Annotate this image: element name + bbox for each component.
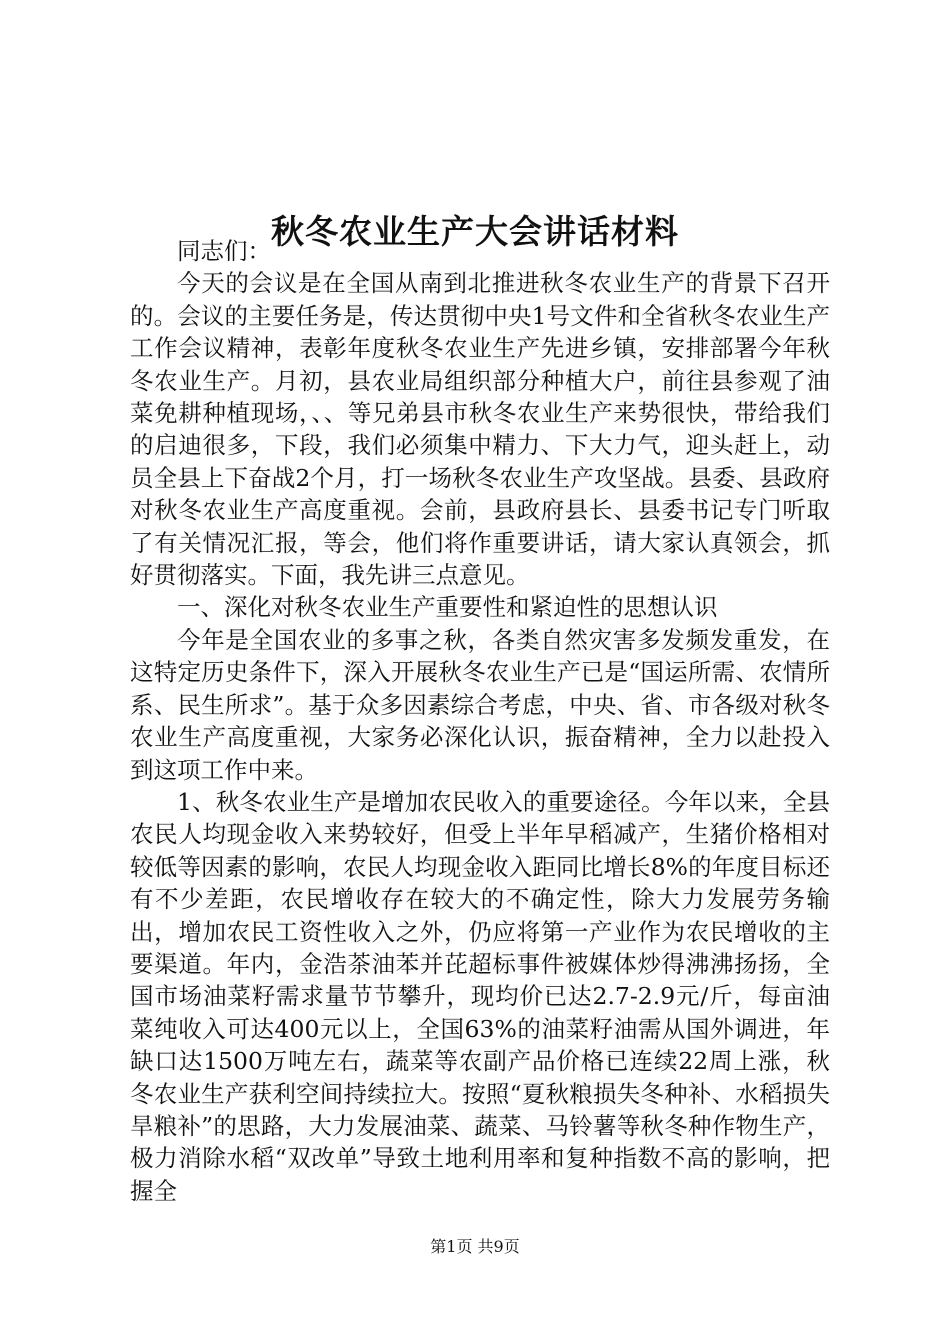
section-heading-1: 一、深化对秋冬农业生产重要性和紧迫性的思想认识 [177,593,718,622]
document-body [130,235,830,1207]
document-title: 秋冬农业生产大会讲话材料 [271,212,679,252]
point-1-paragraph: 1、秋冬农业生产是增加农民收入的重要途径。今年以来，全县农民人均现金收入来势较好，但受上半年早稻减产，生猪价格相对较低等因素的影响，农民人均现金收入距同比增长8%的年度目标还有不少差距，农民增收存在较大的不确定性，除大力发展劳务输出，增加农民工资性收入之外，仍应将第一产业作为农民增收的主要渠道。年内，金浩茶油苯并芘超标事件被媒体炒得沸沸扬扬，全国市场油菜籽需求量节节攀升，现均价已达2.7-2.9元/斤，每亩油菜纯收入可达400元以上，全国63%的油菜籽油需从国外调进，年缺口达1500万吨左右，蔬菜等农副产品价格已连续22周上涨，秋冬农业生产获利空间持续拉大。按照“夏秋粮损失冬种补、水稻损失旱粮补”的思路，大力发展油菜、蔬菜、马铃薯等秋冬种作物生产，极力消除水稻“双改单”导致土地利用率和复种指数不高的影响，把握全 [130,787,830,1205]
salutation-paragraph: 同志们： [177,237,271,265]
page-footer: 第1页 共9页 [430,1237,520,1256]
section-1-paragraph: 今年是全国农业的多事之秋，各类自然灾害多发频发重发，在这特定历史条件下，深入开展秋冬农业生产已是“国运所需、农情所系、民生所求”。基于众多因素综合考虑，中央、省、市各级对秋冬农业生产高度重视，大家务必深化认识，振奋精神，全力以赴投入到这项工作中来。 [130,625,830,784]
intro-paragraph: 今天的会议是在全国从南到北推进秋冬农业生产的背景下召开的。会议的主要任务是，传达贯彻中央1号文件和全省秋冬农业生产工作会议精神，表彰年度秋冬农业生产先进乡镇，安排部署今年秋冬农业生产。月初，县农业局组织部分种植大户，前往县参观了油菜免耕种植现场，、、等兄弟县市秋冬农业生产来势很快，带给我们的启迪很多，下段，我们必须集中精力、下大力气，迎头赶上，动员全县上下奋战2个月，打一场秋冬农业生产攻坚战。县委、县政府对秋冬农业生产高度重视。会前，县政府县长、县委书记专门听取了有关情况汇报，等会，他们将作重要讲话，请大家认真领会，抓好贯彻落实。下面，我先讲三点意见。 [130,269,830,590]
